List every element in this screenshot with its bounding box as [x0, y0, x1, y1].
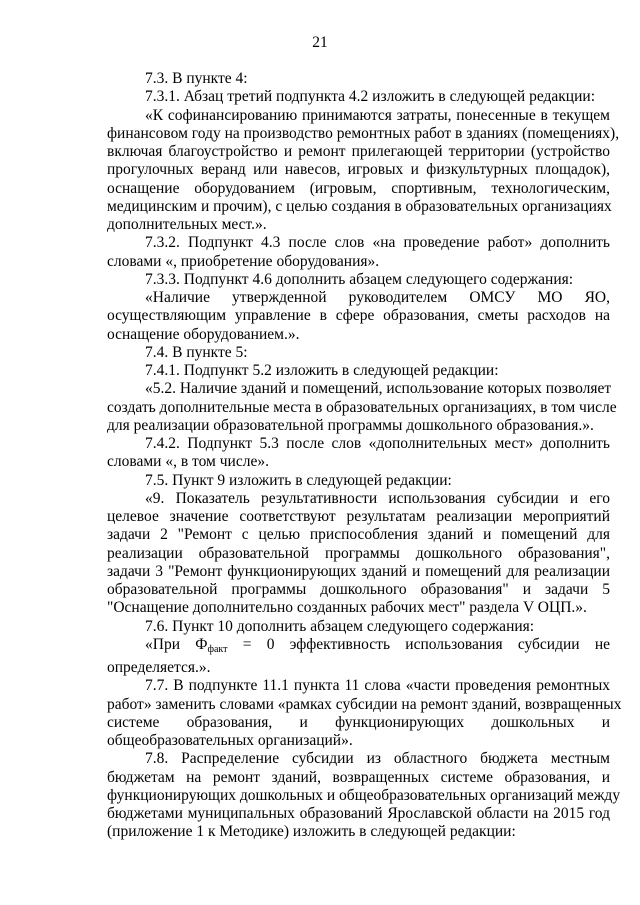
text-line: «5.2. Наличие зданий и помещений, использование которых позволяет — [145, 380, 612, 398]
text-line: создать дополнительные места в образовательных организациях, в том числе — [107, 398, 617, 416]
text-line: общеобразовательных организаций». — [107, 732, 353, 749]
text-line: реализации образовательной программы дошкольного образования", — [107, 544, 610, 562]
text-line: словами «, в том числе». — [107, 453, 269, 471]
text-line: «9. Показатель результативности использования субсидии и его — [145, 489, 610, 507]
text-line: прогулочных веранд или навесов, игровых и физкультурных площадок), — [107, 161, 610, 179]
text-line: работ» заменить словами «рамках субсидии на ремонт зданий, возвращенных — [107, 695, 622, 713]
paragraph — [107, 344, 610, 362]
text-line: осуществляющим управление в сфере образования, сметы расходов на — [107, 307, 610, 325]
text-line: определяется.». — [107, 659, 211, 676]
paragraph — [107, 234, 610, 271]
text-line: оснащение оборудованием.». — [107, 325, 300, 343]
text-line: бюджетами муниципальных образований Ярославской области на 2015 год — [107, 805, 610, 822]
text-line — [107, 636, 610, 659]
paragraph — [107, 88, 610, 106]
text-line: 7.3.2. Подпункт 4.3 после слов «на проведение работ» дополнить — [145, 234, 610, 252]
text-line: финансовом году на производство ремонтных работ в зданиях (помещениях), — [107, 124, 620, 142]
text-line: 7.7. В подпункте 11.1 пункта 11 слова «части проведения ремонтных — [145, 677, 610, 695]
text-line: 7.3. В пункте 4: — [145, 70, 248, 87]
text-line: целевое значение соответствуют результатам реализации мероприятий — [107, 508, 610, 525]
text-line: «К софинансированию принимаются затраты, понесенные в текущем — [145, 106, 610, 124]
text-line: медицинским и прочим), с целью создания в образовательных организациях — [107, 197, 612, 215]
text-line: дополнительных мест.». — [107, 216, 267, 233]
paragraph — [107, 472, 610, 490]
text-line: словами «, приобретение оборудования». — [107, 252, 380, 270]
text-line: (приложение 1 к Методике) изложить в следующей редакции: — [107, 823, 516, 841]
formula-suffix: = 0 эффективность использования субсидии не — [227, 635, 611, 653]
text-line: 7.5. Пункт 9 изложить в следующей редакции: — [145, 471, 452, 489]
paragraph — [107, 750, 621, 841]
formula-subscript: факт — [207, 643, 228, 655]
text-line: 7.3.1. Абзац третий подпункта 4.2 изложить в следующей редакции: — [145, 88, 595, 106]
paragraph — [107, 618, 610, 636]
text-line: оснащение оборудованием (игровым, спортивным, технологическим, — [107, 179, 610, 197]
paragraph — [107, 289, 610, 344]
paragraph — [107, 636, 610, 678]
formula-prefix: «При Ф — [145, 635, 208, 653]
text-line: 7.3.3. Подпункт 4.6 дополнить абзацем следующего содержания: — [145, 270, 574, 288]
text-line: для реализации образовательной программы дошкольного образования.». — [107, 416, 594, 434]
document-body — [107, 70, 622, 842]
text-line: 7.6. Пункт 10 дополнить абзацем следующего содержания: — [145, 617, 535, 635]
text-line: "Оснащение дополнительно созданных рабочих мест" раздела V ОЦП.». — [107, 599, 587, 617]
text-line: 7.4. В пункте 5: — [145, 343, 248, 361]
paragraph — [107, 490, 610, 618]
text-line: задачи 3 "Ремонт функционирующих зданий и помещений для реализации — [107, 562, 610, 580]
text-line: 7.8. Распределение субсидии из областного бюджета местным — [145, 750, 610, 768]
page-number: 21 — [312, 34, 328, 51]
paragraph — [107, 70, 610, 88]
paragraph — [107, 271, 610, 289]
text-line: «Наличие утвержденной руководителем ОМСУ МО ЯО, — [145, 289, 610, 306]
text-line: функционирующих дошкольных и общеобразовательных организаций между — [107, 786, 621, 804]
paragraph — [107, 106, 620, 235]
paragraph — [107, 380, 617, 435]
text-line: системе образования, и функционирующих дошкольных и — [107, 713, 610, 731]
text-line: включая благоустройство и ремонт прилегающей территории (устройство — [107, 143, 610, 160]
text-line: 7.4.1. Подпункт 5.2 изложить в следующей редакции: — [145, 362, 499, 379]
text-line: задачи 2 "Ремонт с целью приспособления зданий и помещений для — [107, 526, 610, 544]
text-line: образовательной программы дошкольного образования" и задачи 5 — [107, 581, 610, 598]
paragraph — [107, 435, 610, 472]
paragraph — [107, 677, 622, 750]
paragraph — [107, 362, 610, 380]
text-line: бюджетам на ремонт зданий, возвращенных системе образования, и — [107, 768, 610, 786]
text-line: 7.4.2. Подпункт 5.3 после слов «дополнительных мест» дополнить — [145, 435, 610, 452]
